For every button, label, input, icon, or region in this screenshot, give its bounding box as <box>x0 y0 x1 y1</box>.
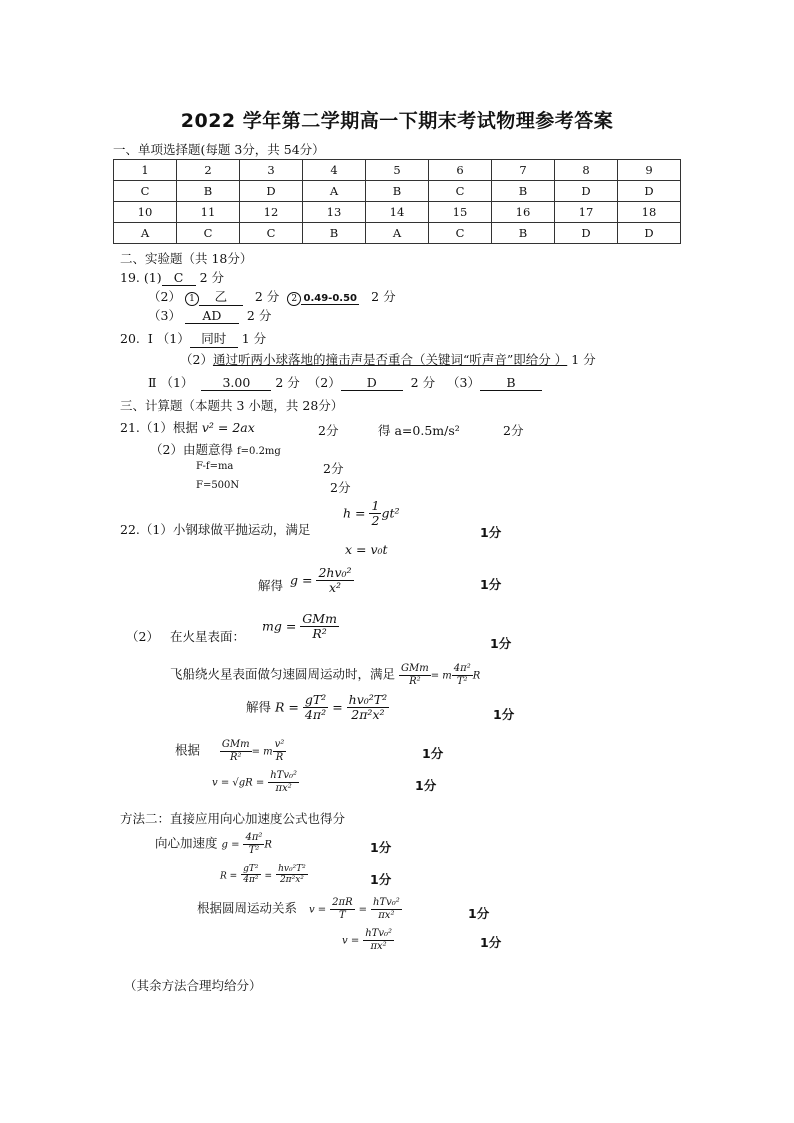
q19-line3 <box>148 306 271 324</box>
fraction-numerator: 4π² <box>453 663 471 674</box>
section2-heading: 二、实验题（共 18分） <box>120 251 253 266</box>
q22-line1-prefix: 22.（1）小钢球做平抛运动，满足 <box>120 522 311 537</box>
table-cell: A <box>114 223 177 244</box>
method2-line4 <box>342 928 394 952</box>
fraction-numerator: hTv₀² <box>372 897 400 908</box>
fraction <box>220 739 252 763</box>
q19-line1 <box>120 268 224 286</box>
q20-roman1: Ⅰ <box>147 331 153 346</box>
fraction-denominator: πx² <box>275 782 292 794</box>
method2-score-4: 1分 <box>480 935 502 950</box>
table-cell: 11 <box>177 202 240 223</box>
fraction-numerator: gT² <box>304 692 327 707</box>
method2-line3-prefix: 根据圆周运动关系 <box>197 900 298 916</box>
q20-ii1-score: 2 分 <box>275 375 300 390</box>
q19-p3-score: 2 分 <box>246 308 272 323</box>
q19-p1-score: 2 分 <box>199 270 225 285</box>
fraction <box>330 897 354 921</box>
table-cell: 5 <box>366 160 429 181</box>
q19-p2-prefix: （2） <box>148 289 181 304</box>
q20-ii2-prefix: （2） <box>307 375 341 390</box>
q21-line3-score: 2分 <box>323 461 344 476</box>
fraction-numerator: hv₀²T² <box>278 864 306 874</box>
q20-p2-score: 1 分 <box>571 352 596 367</box>
q21-line3: F-f=ma <box>196 461 234 472</box>
formula-text: = m <box>430 670 452 682</box>
method2-line1-prefix: 向心加速度 <box>155 835 218 851</box>
fraction-denominator: x² <box>328 580 342 596</box>
fraction <box>268 770 299 794</box>
formula-text: v = √gR = <box>212 777 265 789</box>
fraction-numerator: hTv₀² <box>365 928 392 939</box>
formula-text: R = <box>275 699 299 715</box>
table-cell: D <box>555 181 618 202</box>
q19-p2-score2: 2 分 <box>371 289 396 304</box>
section1-heading: 一、单项选择题(每题 3分，共 54分） <box>113 142 325 157</box>
table-cell: 7 <box>492 160 555 181</box>
q21-line2 <box>150 440 281 458</box>
footer-note: （其余方法合理均给分） <box>124 978 262 993</box>
q20-line1 <box>120 329 266 348</box>
table-cell: D <box>240 181 303 202</box>
table-row <box>114 181 681 202</box>
table-cell: C <box>429 181 492 202</box>
q22-v-line <box>212 770 299 794</box>
table-cell: C <box>429 223 492 244</box>
q22-score-2: 1分 <box>480 577 502 592</box>
q22-score-3: 1分 <box>490 636 512 651</box>
q22-p2-text: 在火星表面： <box>170 629 246 644</box>
q20-ii1-answer: 3.00 <box>201 375 271 391</box>
q19-p3-answer: AD <box>185 308 239 324</box>
fraction-numerator: GMm <box>221 739 250 750</box>
q22-p2-prefix: （2） <box>126 629 159 644</box>
method2-score-3: 1分 <box>468 906 490 921</box>
fraction <box>347 693 389 723</box>
table-cell: B <box>177 181 240 202</box>
table-cell: 14 <box>366 202 429 223</box>
fraction <box>300 612 339 642</box>
fraction-denominator: T² <box>248 844 260 856</box>
q20-p1-prefix: （1） <box>156 331 190 346</box>
q22-score-4: 1分 <box>493 707 515 722</box>
fraction-denominator: πx² <box>370 940 387 952</box>
q19-p1-answer: C <box>162 270 196 286</box>
q20-ii1-prefix: （1） <box>160 375 194 390</box>
method2-line1 <box>155 832 272 856</box>
q21-line4-score: 2分 <box>330 480 351 495</box>
q22-basis-line <box>175 739 286 763</box>
q20-label: 20. <box>120 331 140 346</box>
q19-line2 <box>148 287 396 306</box>
section3-heading: 三、计算题（本题共 3 小题，共 28分） <box>120 398 344 413</box>
q21-line1-formula: v² = 2ax <box>201 420 255 435</box>
fraction <box>276 864 308 886</box>
table-row <box>114 202 681 223</box>
table-cell: D <box>618 223 681 244</box>
formula-text: gt² <box>381 505 400 521</box>
q22-R-line: 解得 R = $\frac{\text{gT²}}{\text{4π²}}$ = $\frac{\text{hv₀²T²}}{\text{2π²x²}}$ <box>246 692 388 723</box>
fraction-denominator: 4π² <box>243 875 259 886</box>
q22-h-formula <box>343 499 399 529</box>
q21-line1-prefix: 21.（1）根据 <box>120 420 198 435</box>
method2-heading: 方法二：直接应用向心加速度公式也得分 <box>120 811 346 826</box>
method2-line2: R = $\frac{\text{gT²}}{\text{4π²}}$ = $\frac{\text{hv₀²T²}}{\text{2π²x²}}$ <box>220 864 306 886</box>
q19-label: 19. <box>120 270 140 285</box>
table-cell: B <box>303 223 366 244</box>
q22-score-5: 1分 <box>422 746 444 761</box>
formula-text: v = <box>342 935 360 947</box>
q21-line1-result-score: 2分 <box>503 423 524 438</box>
q20-p1-score: 1 分 <box>241 331 267 346</box>
q20-ii3-answer: B <box>480 375 542 391</box>
formula-text: g = <box>290 572 313 588</box>
formula-text: R <box>472 670 481 682</box>
fraction-denominator: 4π² <box>304 707 327 723</box>
fraction <box>452 663 473 687</box>
table-cell: 17 <box>555 202 618 223</box>
q22-x-formula: x = v₀t <box>345 542 388 557</box>
formula-text: v = <box>308 904 327 916</box>
fraction-denominator: 2π²x² <box>351 707 385 723</box>
q19-p1-prefix: (1) <box>143 270 162 285</box>
page-title: 2022 学年第二学期高一下期末考试物理参考答案 <box>180 110 614 132</box>
q20-p1-answer: 同时 <box>190 329 238 348</box>
q22-g-formula <box>290 566 354 596</box>
fraction-numerator: GMm <box>302 611 337 626</box>
q22-orbit-line <box>170 663 480 687</box>
q22-score-6: 1分 <box>415 778 437 793</box>
formula-text: = m <box>251 746 273 758</box>
fraction-numerator: gT² <box>243 864 259 874</box>
q21-line1-result: 得 a=0.5m/s² <box>378 423 460 438</box>
q19-p2-answer2: 0.49-0.50 <box>301 293 359 305</box>
q20-ii2-score: 2 分 <box>410 375 436 390</box>
q20-ii2-answer: D <box>341 375 403 391</box>
formula-text: R = <box>220 871 238 882</box>
fraction-denominator: R² <box>409 675 421 687</box>
q21-line2-formula: f=0.2mg <box>236 446 281 457</box>
table-cell: 6 <box>429 160 492 181</box>
fraction-denominator: T² <box>456 675 468 687</box>
fraction-numerator: hTv₀² <box>270 770 298 781</box>
q20-line2 <box>180 350 596 368</box>
fraction-denominator: R² <box>312 626 327 642</box>
answer-table <box>113 159 681 244</box>
table-cell: B <box>492 223 555 244</box>
fraction-numerator: hv₀²T² <box>348 692 388 707</box>
q22-score-1: 1分 <box>480 525 502 540</box>
fraction <box>399 663 431 687</box>
q20-roman2: Ⅱ <box>148 375 157 390</box>
fraction-numerator: 4π² <box>245 832 263 843</box>
formula-text: R <box>264 839 272 851</box>
q19-p2-score1: 2 分 <box>254 289 280 304</box>
formula-text: h = <box>343 505 366 521</box>
table-cell: B <box>492 181 555 202</box>
q19-p2-answer1: 乙 <box>199 287 243 306</box>
q22-basis-label: 根据 <box>175 742 201 758</box>
table-cell: 15 <box>429 202 492 223</box>
fraction-denominator: 2 <box>371 513 380 529</box>
method2-score-1: 1分 <box>370 840 392 855</box>
table-cell: 13 <box>303 202 366 223</box>
fraction <box>369 499 381 529</box>
q20-p2-answer: 通过听两小球落地的撞击声是否重合（关键词“听声音”即给分 ） <box>212 352 568 367</box>
table-cell: 9 <box>618 160 681 181</box>
fraction-denominator: 2π²x² <box>279 875 304 886</box>
table-cell: 4 <box>303 160 366 181</box>
fraction <box>303 693 328 723</box>
fraction-numerator: 2hv₀² <box>318 565 352 580</box>
fraction-numerator: 2πR <box>332 897 353 908</box>
fraction <box>243 832 264 856</box>
q21-line1-score: 2分 <box>318 423 339 438</box>
fraction-numerator: 1 <box>371 498 380 513</box>
table-row <box>114 160 681 181</box>
table-cell: D <box>555 223 618 244</box>
fraction-denominator: R <box>275 751 284 763</box>
fraction <box>371 897 402 921</box>
q21-line1 <box>120 418 255 436</box>
table-cell: D <box>618 181 681 202</box>
table-cell: 2 <box>177 160 240 181</box>
table-cell: 1 <box>114 160 177 181</box>
fraction <box>241 864 260 886</box>
table-cell: 10 <box>114 202 177 223</box>
table-row <box>114 223 681 244</box>
circled-number: 1 <box>185 292 199 306</box>
q21-line2-prefix: （2）由题意得 <box>150 442 233 457</box>
fraction <box>363 928 394 952</box>
q22-mg-formula <box>262 612 339 642</box>
method2-score-2: 1分 <box>370 872 392 887</box>
table-cell: B <box>366 181 429 202</box>
table-cell: 16 <box>492 202 555 223</box>
table-cell: 18 <box>618 202 681 223</box>
q22-orbit-text: 飞船绕火星表面做匀速圆周运动时，满足 <box>170 666 396 682</box>
table-cell: 3 <box>240 160 303 181</box>
q22-solve-label: 解得 <box>258 578 284 593</box>
fraction-numerator: GMm <box>401 663 429 674</box>
method2-line3: 根据圆周运动关系 v = $\frac{2\pi R}{T}$ = $\frac{\text{hTv₀²}}{\text{πx²}}$ <box>197 897 400 921</box>
fraction-denominator: R² <box>229 751 242 763</box>
table-cell: 12 <box>240 202 303 223</box>
table-cell: C <box>114 181 177 202</box>
table-cell: C <box>177 223 240 244</box>
table-cell: A <box>303 181 366 202</box>
fraction <box>316 566 353 596</box>
fraction-denominator: T <box>339 909 346 921</box>
formula-text: g = <box>221 839 240 851</box>
q21-line4: F=500N <box>196 480 240 491</box>
table-cell: 8 <box>555 160 618 181</box>
table-cell: A <box>366 223 429 244</box>
formula-text: mg = <box>262 618 297 634</box>
q19-p3-prefix: （3） <box>148 308 181 323</box>
q20-p2-prefix: （2） <box>180 352 213 367</box>
fraction <box>273 739 287 763</box>
circled-number: 2 <box>287 292 301 306</box>
fraction-numerator: v² <box>274 739 285 750</box>
q20-line3 <box>148 373 542 391</box>
q22-solveR-label: 解得 <box>246 699 272 715</box>
q20-ii3-prefix: （3） <box>447 375 480 390</box>
fraction-denominator: πx² <box>378 909 395 921</box>
table-cell: C <box>240 223 303 244</box>
